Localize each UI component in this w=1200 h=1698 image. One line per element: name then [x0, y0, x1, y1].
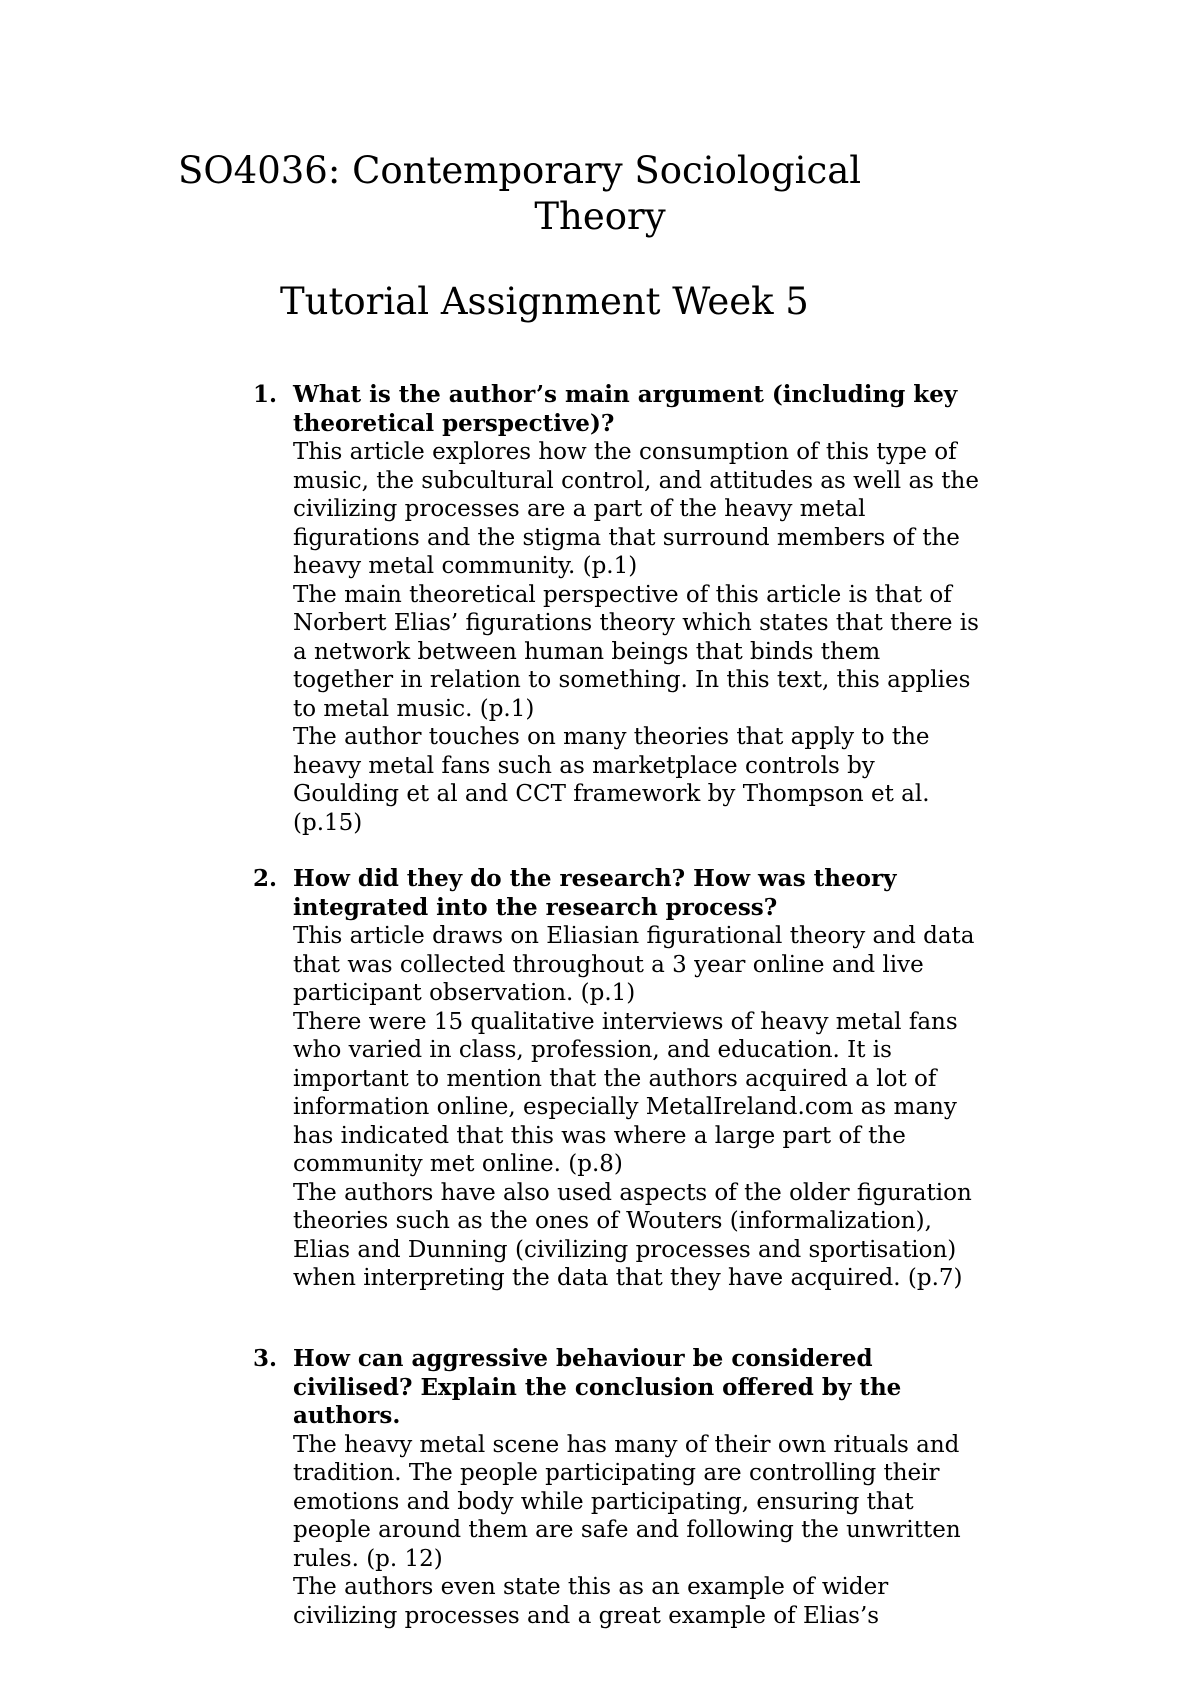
answer-text-line: a network between human beings that binds them — [293, 638, 881, 665]
question-number: 1. — [253, 381, 278, 408]
answer-text-line: This article explores how the consumption of this type of — [293, 439, 957, 465]
answer-text-line: rules. (p. 12) — [293, 1545, 443, 1572]
answer-text-line: that was collected throughout a 3 year online and live — [293, 951, 924, 978]
answer-text-line: figurations and the stigma that surround members of the — [293, 524, 960, 551]
question-number: 3. — [253, 1345, 278, 1372]
question-number: 2. — [253, 865, 278, 892]
question-body — [293, 1345, 1053, 1630]
question-body — [293, 381, 1053, 837]
answer-text-line: has indicated that this was where a large part of the — [293, 1122, 906, 1149]
answer-text-line: The authors even state this as an example of wider — [293, 1574, 889, 1600]
answer-text-line: There were 15 qualitative interviews of heavy metal fans — [293, 1008, 958, 1035]
answer-text-line: important to mention that the authors acquired a lot of — [293, 1065, 937, 1092]
answer-text-line: theories such as the ones of Wouters (informalization), — [293, 1208, 932, 1234]
answer-text-line: tradition. The people participating are controlling their — [293, 1460, 940, 1486]
question-text-line: What is the author’s main argument (including key — [293, 381, 958, 408]
answer-text-line: The heavy metal scene has many of their own rituals and — [293, 1431, 960, 1458]
answer-text-line: who varied in class, profession, and education. It is — [293, 1037, 892, 1063]
answer-text-line: The author touches on many theories that apply to the — [293, 724, 930, 750]
answer-text-line: when interpreting the data that they have acquired. (p.7) — [293, 1265, 963, 1291]
answer-text-line: The main theoretical perspective of this article is that of — [293, 581, 952, 608]
document-title-line-1: SO4036: Contemporary Sociological — [178, 149, 862, 192]
answer-text-line: emotions and body while participating, ensuring that — [293, 1488, 914, 1515]
answer-text-line: heavy metal fans such as marketplace controls by — [293, 752, 875, 779]
answer-text-line: Norbert Elias’ figurations theory which states that there is — [293, 610, 979, 636]
document-title-line-2: Theory — [534, 195, 666, 238]
answer-text-line: music, the subcultural control, and attitudes as well as the — [293, 467, 979, 494]
answer-text-line: civilizing processes and a great example of Elias’s — [293, 1602, 880, 1629]
document-subtitle: Tutorial Assignment Week 5 — [280, 280, 809, 323]
question-text-line: civilised? Explain the conclusion offered by the — [293, 1373, 902, 1401]
question-text-line: How did they do the research? How was theory — [293, 865, 897, 892]
answer-text-line: Goulding et al and CCT framework by Thompson et al. — [293, 781, 930, 807]
question-text-line: theoretical perspective)? — [293, 409, 615, 437]
answer-text-line: to metal music. (p.1) — [293, 695, 535, 722]
answer-text-line: This article draws on Eliasian figurational theory and data — [293, 923, 975, 949]
answer-text-line: heavy metal community. (p.1) — [293, 553, 638, 579]
answer-text-line: information online, especially MetalIreland.com as many — [293, 1094, 957, 1120]
answer-text-line: people around them are safe and following the unwritten — [293, 1517, 961, 1543]
answer-text-line: community met online. (p.8) — [293, 1151, 623, 1177]
answer-text-line: civilizing processes are a part of the heavy metal — [293, 496, 866, 522]
answer-text-line: (p.15) — [293, 809, 363, 836]
answer-text-line: together in relation to something. In this text, this applies — [293, 667, 971, 693]
answer-text-line: The authors have also used aspects of the older figuration — [293, 1179, 972, 1206]
question-text-line: authors. — [293, 1402, 401, 1429]
answer-text-line: Elias and Dunning (civilizing processes and sportisation) — [293, 1236, 957, 1263]
answer-text-line: participant observation. (p.1) — [293, 980, 636, 1006]
question-text-line: integrated into the research process? — [293, 893, 778, 921]
question-text-line: How can aggressive behaviour be considered — [293, 1345, 873, 1372]
question-body — [293, 865, 1053, 1293]
